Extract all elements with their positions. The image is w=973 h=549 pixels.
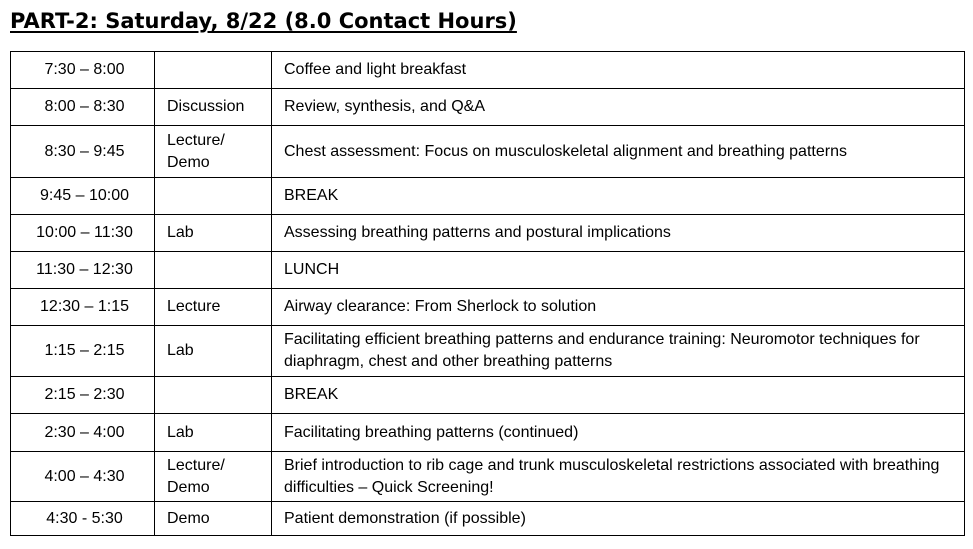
table-row bbox=[11, 452, 965, 502]
session-type-cell bbox=[155, 52, 272, 89]
description-cell: BREAK bbox=[272, 377, 965, 414]
description-cell: Facilitating breathing patterns (continued) bbox=[272, 414, 965, 452]
time-cell: 7:30 – 8:00 bbox=[11, 52, 155, 89]
description-cell: LUNCH bbox=[272, 252, 965, 289]
description-cell: Chest assessment: Focus on musculoskeletal alignment and breathing patterns bbox=[272, 126, 965, 178]
table-row bbox=[11, 326, 965, 377]
table-row bbox=[11, 252, 965, 289]
table-row bbox=[11, 178, 965, 215]
description-cell: BREAK bbox=[272, 178, 965, 215]
time-cell: 4:00 – 4:30 bbox=[11, 452, 155, 502]
session-type-cell: Discussion bbox=[155, 89, 272, 126]
table-row bbox=[11, 126, 965, 178]
time-cell: 9:45 – 10:00 bbox=[11, 178, 155, 215]
time-cell: 1:15 – 2:15 bbox=[11, 326, 155, 377]
time-cell: 4:30 - 5:30 bbox=[11, 502, 155, 536]
time-cell: 10:00 – 11:30 bbox=[11, 215, 155, 252]
page-title: PART-2: Saturday, 8/22 (8.0 Contact Hours) bbox=[10, 9, 517, 33]
session-type-cell bbox=[155, 377, 272, 414]
time-cell: 11:30 – 12:30 bbox=[11, 252, 155, 289]
description-cell: Coffee and light breakfast bbox=[272, 52, 965, 89]
description-cell: Brief introduction to rib cage and trunk musculoskeletal restrictions associated with breathing difficulties – Quick Screening! bbox=[272, 452, 965, 502]
session-type-cell: Demo bbox=[155, 502, 272, 536]
session-type-cell: Lab bbox=[155, 326, 272, 377]
table-row bbox=[11, 289, 965, 326]
session-type-cell: Lecture/ Demo bbox=[155, 452, 272, 502]
table-row bbox=[11, 502, 965, 536]
table-row bbox=[11, 377, 965, 414]
time-cell: 2:15 – 2:30 bbox=[11, 377, 155, 414]
description-cell: Patient demonstration (if possible) bbox=[272, 502, 965, 536]
time-cell: 12:30 – 1:15 bbox=[11, 289, 155, 326]
session-type-cell bbox=[155, 252, 272, 289]
table-row bbox=[11, 52, 965, 89]
description-cell: Review, synthesis, and Q&A bbox=[272, 89, 965, 126]
session-type-cell: Lab bbox=[155, 215, 272, 252]
time-cell: 2:30 – 4:00 bbox=[11, 414, 155, 452]
description-cell: Airway clearance: From Sherlock to solution bbox=[272, 289, 965, 326]
session-type-cell: Lab bbox=[155, 414, 272, 452]
schedule-table bbox=[10, 51, 965, 536]
time-cell: 8:00 – 8:30 bbox=[11, 89, 155, 126]
table-row bbox=[11, 89, 965, 126]
description-cell: Assessing breathing patterns and postural implications bbox=[272, 215, 965, 252]
table-row bbox=[11, 414, 965, 452]
session-type-cell bbox=[155, 178, 272, 215]
time-cell: 8:30 – 9:45 bbox=[11, 126, 155, 178]
table-row bbox=[11, 215, 965, 252]
session-type-cell: Lecture/ Demo bbox=[155, 126, 272, 178]
description-cell: Facilitating efficient breathing patterns and endurance training: Neuromotor techniques for diaphragm, chest and other breathing patterns bbox=[272, 326, 965, 377]
session-type-cell: Lecture bbox=[155, 289, 272, 326]
